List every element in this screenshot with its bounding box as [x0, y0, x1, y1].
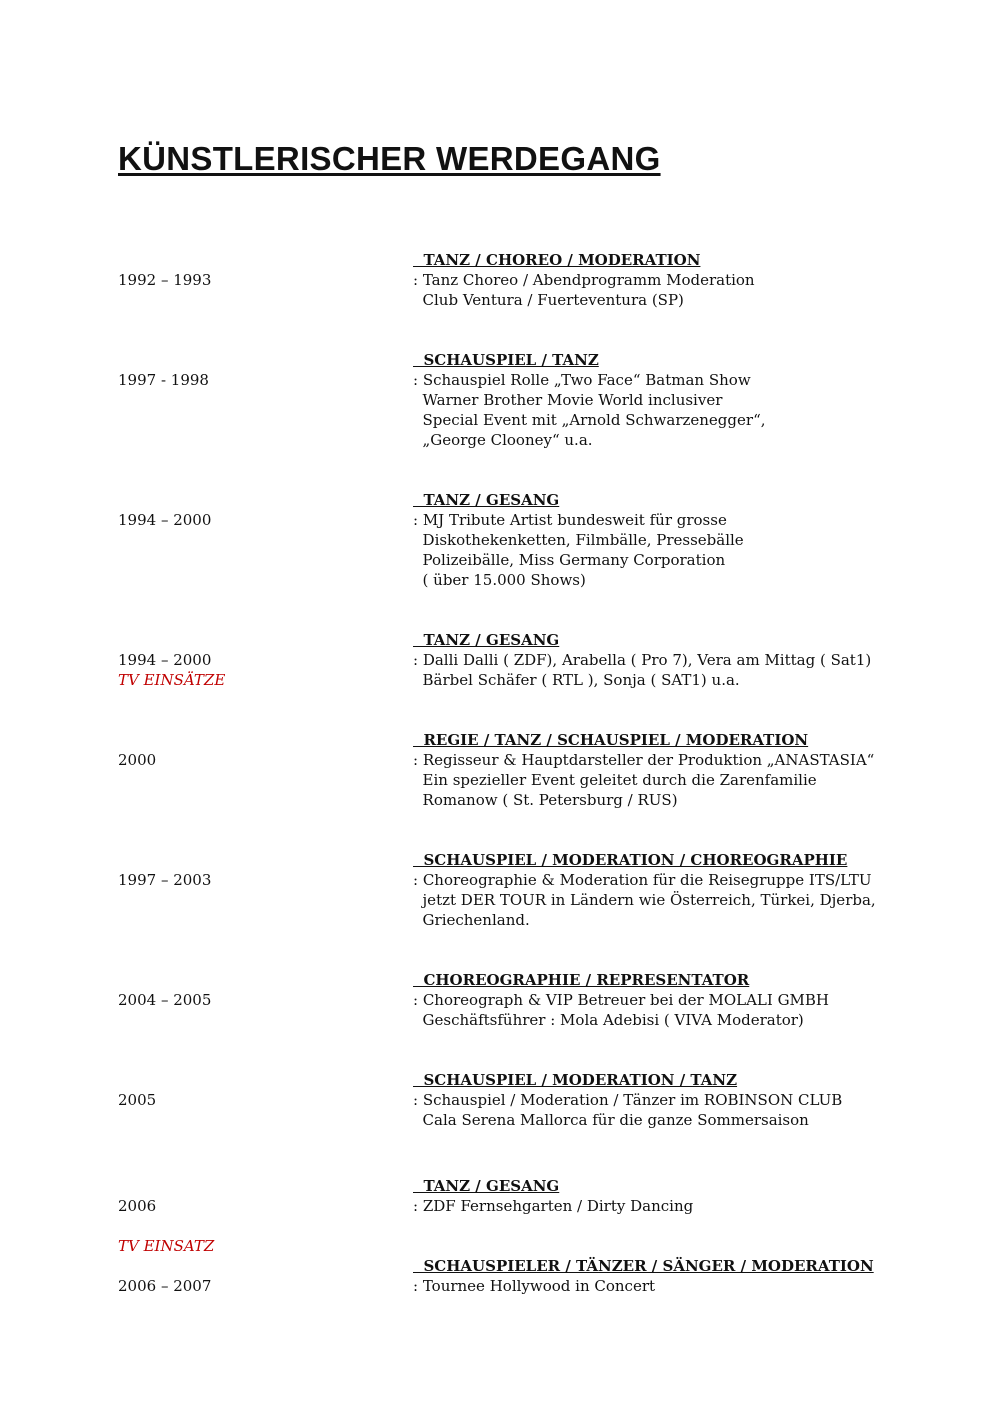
entry-description	[413, 1196, 883, 1216]
description-line: : Tournee Hollywood in Concert	[413, 1277, 656, 1295]
page-title: KÜNSTLERISCHER WERDEGANG	[118, 140, 661, 177]
description-line: Griechenland.	[413, 911, 530, 929]
entry-year: 1994 – 2000	[118, 511, 212, 529]
description-line: „George Clooney“ u.a.	[413, 431, 593, 449]
tv-label: TV EINSÄTZE	[118, 671, 226, 689]
entry-category: TANZ / GESANG	[413, 491, 560, 509]
entry-category: SCHAUSPIELER / TÄNZER / SÄNGER / MODERATION	[413, 1257, 874, 1275]
description-line: : Regisseur & Hauptdarsteller der Produktion „ANASTASIA“	[413, 751, 875, 769]
description-line: Polizeibälle, Miss Germany Corporation	[413, 551, 726, 569]
description-line: Diskothekenketten, Filmbälle, Pressebälle	[413, 531, 744, 549]
entry-description	[413, 1090, 883, 1130]
description-line: ( über 15.000 Shows)	[413, 571, 586, 589]
entry-description	[413, 750, 883, 810]
entry-category: TANZ / GESANG	[413, 1177, 560, 1195]
entry-year: 1992 – 1993	[118, 271, 212, 289]
entry-category: SCHAUSPIEL / TANZ	[413, 351, 599, 369]
description-line: Geschäftsführer : Mola Adebisi ( VIVA Moderator)	[413, 1011, 804, 1029]
entry-category: SCHAUSPIEL / MODERATION / CHOREOGRAPHIE	[413, 851, 848, 869]
entry-description	[413, 270, 883, 310]
description-line: Cala Serena Mallorca für die ganze Sommersaison	[413, 1111, 809, 1129]
description-line: : Tanz Choreo / Abendprogramm Moderation	[413, 271, 755, 289]
entry-year: 2000	[118, 751, 157, 769]
entry-year: 1994 – 2000	[118, 651, 212, 669]
description-line: Special Event mit „Arnold Schwarzenegger“,	[413, 411, 766, 429]
entry-description	[413, 650, 883, 690]
entry-year: 1997 – 2003	[118, 871, 212, 889]
entry-year: 2004 – 2005	[118, 991, 212, 1009]
entry-description	[413, 870, 883, 930]
entry-year: 2006 – 2007	[118, 1277, 212, 1295]
entry-category: REGIE / TANZ / SCHAUSPIEL / MODERATION	[413, 731, 809, 749]
description-line: : Choreograph & VIP Betreuer bei der MOLALI GMBH	[413, 991, 830, 1009]
entry-category: TANZ / CHOREO / MODERATION	[413, 251, 701, 269]
entry-description	[413, 370, 883, 450]
tv-label: TV EINSATZ	[118, 1237, 215, 1255]
description-line: Bärbel Schäfer ( RTL ), Sonja ( SAT1) u.a.	[413, 671, 740, 689]
entry-category: TANZ / GESANG	[413, 631, 560, 649]
entry-category: SCHAUSPIEL / MODERATION / TANZ	[413, 1071, 738, 1089]
description-line: : MJ Tribute Artist bundesweit für grosse	[413, 511, 727, 529]
entry-description	[413, 1276, 883, 1296]
description-line: : Dalli Dalli ( ZDF), Arabella ( Pro 7), Vera am Mittag ( Sat1)	[413, 651, 872, 669]
description-line: Ein spezieller Event geleitet durch die Zarenfamilie	[413, 771, 817, 789]
description-line: : Schauspiel / Moderation / Tänzer im ROBINSON CLUB	[413, 1091, 843, 1109]
description-line: jetzt DER TOUR in Ländern wie Österreich, Türkei, Djerba,	[413, 891, 876, 909]
entry-year: 2006	[118, 1197, 157, 1215]
description-line: : ZDF Fernsehgarten / Dirty Dancing	[413, 1197, 694, 1215]
description-line: Club Ventura / Fuerteventura (SP)	[413, 291, 684, 309]
description-line: Romanow ( St. Petersburg / RUS)	[413, 791, 678, 809]
entry-category: CHOREOGRAPHIE / REPRESENTATOR	[413, 971, 750, 989]
entry-year: 1997 - 1998	[118, 371, 209, 389]
description-line: : Choreographie & Moderation für die Reisegruppe ITS/LTU	[413, 871, 872, 889]
entry-description	[413, 990, 883, 1030]
description-line: : Schauspiel Rolle „Two Face“ Batman Show	[413, 371, 751, 389]
entry-year: 2005	[118, 1091, 157, 1109]
description-line: Warner Brother Movie World inclusiver	[413, 391, 723, 409]
entry-description	[413, 510, 883, 590]
